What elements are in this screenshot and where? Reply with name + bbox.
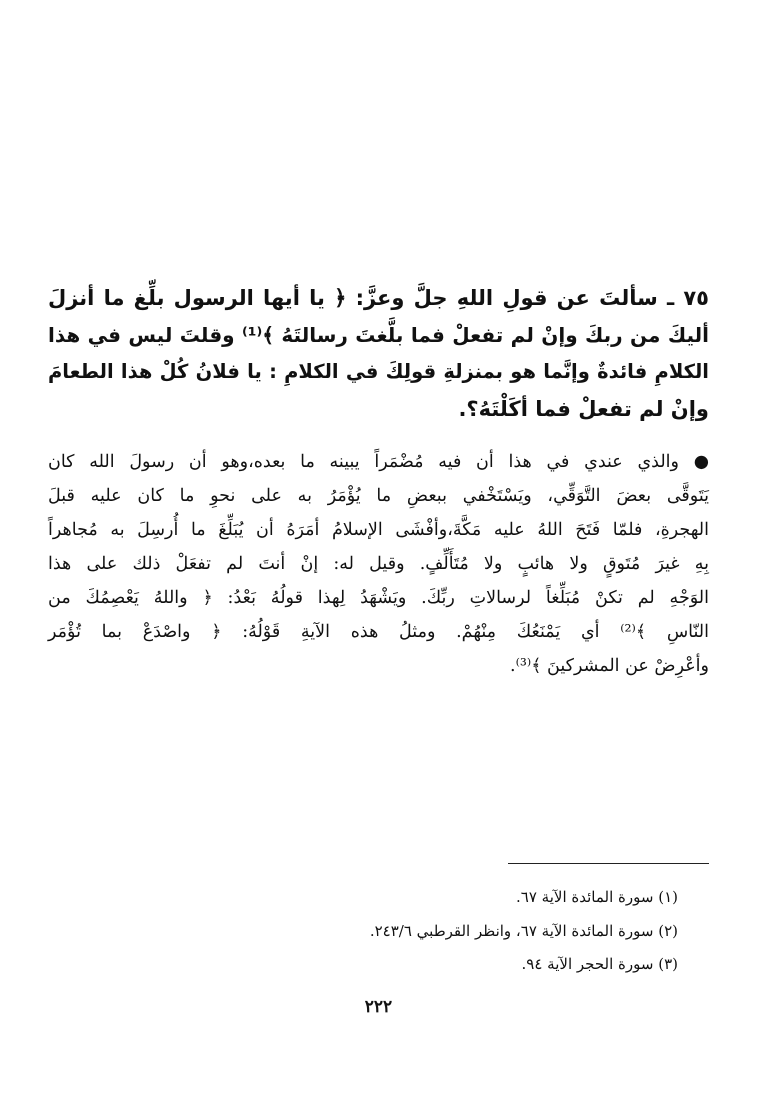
page-number: ٢٢٢ xyxy=(364,997,393,1017)
answer-line-3: الهجرةِ، فلمّا فَتَحَ اللهُ عليه مَكَّةَ،وأفْشَى الإسلامُ أمَرَهُ أن يُبَلِّغَ ما أُرسِلَ به مُجاهراً xyxy=(48,520,709,540)
answer-line-4: بِهِ غيرَ مُتَوقٍ ولا هائبٍ ولا مُتَأَلِّفٍ. وقيل له: إنْ أنتَ لم تفعَلْ ذلك على هذا xyxy=(48,554,709,574)
answer-line-5: الوَجْهِ لم تكنْ مُبَلِّغاً لرسالاتِ ربِّكَ. ويَشْهَدُ لِهذا قولُهُ بَعْدُ: ﴿ واللهُ يَعْصِمُكَ من xyxy=(48,588,709,608)
answer-line-6: النّاسِ ﴾⁽²⁾ أي يَمْنَعُكَ مِنْهُمْ. ومثلُ هذه الآيةِ قَوْلُهُ: ﴿ واصْدَعْ بما تُؤْمَر xyxy=(48,622,709,642)
question-line-1: ٧٥ ـ سألتَ عن قولِ اللهِ جلَّ وعزَّ: ﴿ يا أيها الرسول بلِّغ ما أنزلَ xyxy=(48,286,709,310)
question-line-2: أليكَ من ربكَ وإنْ لم تفعلْ فما بلَّغتَ رسالتَهُ ﴾⁽¹⁾ وقلتَ ليس في هذا xyxy=(48,323,709,347)
question-line-3: الكلامِ فائدةٌ وإنَّما هو بمنزلةِ قولِكَ في الكلامِ : يا فلانُ كُلْ هذا الطعامَ xyxy=(48,360,709,383)
footnote-3: (٣) سورة الحجر الآية ٩٤. xyxy=(521,955,678,973)
answer-line-7: وأعْرِضْ عن المشركينَ ﴾⁽³⁾. xyxy=(510,656,709,676)
footnote-2: (٢) سورة المائدة الآية ٦٧، وانظر القرطبي ٢٤٣/٦. xyxy=(369,922,678,940)
answer-line-2: يَتَوقَّى بعضَ التَّوَقِّي، ويَسْتَخْفي ببعضِ ما يُؤْمَرُ به على نحوِ ما كان عليه قبلَ xyxy=(48,486,709,506)
footnote-1: (١) سورة المائدة الآية ٦٧. xyxy=(516,888,678,906)
question-line-4: وإنْ لم تفعلْ فما أكَلْتَهُ؟. xyxy=(458,397,709,421)
answer-line-1: ● والذي عندي في هذا أن فيه مُضْمَراً يبينه ما بعده،وهو أن رسولَ الله كان xyxy=(48,452,709,472)
footnote-divider xyxy=(508,863,709,864)
